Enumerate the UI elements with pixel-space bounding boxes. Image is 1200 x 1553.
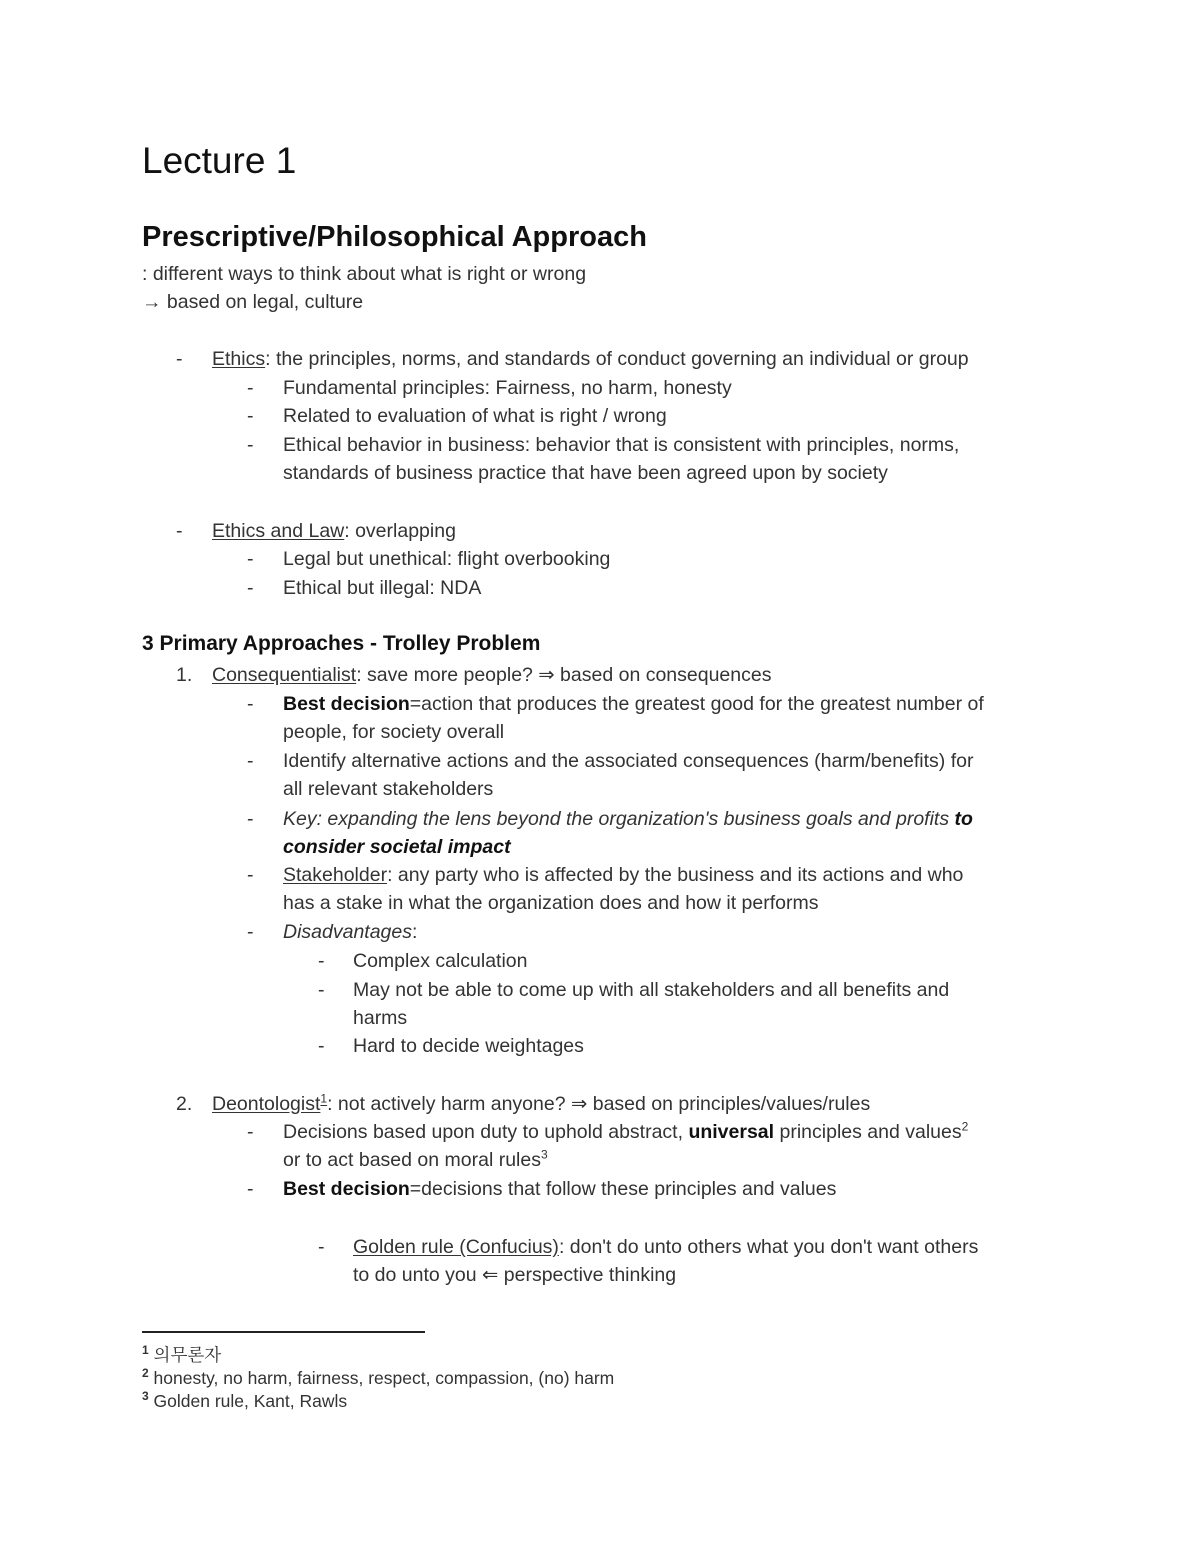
footnote	[142, 1390, 347, 1413]
italic-text: Key: expanding the lens beyond the organization's business goals and profits	[283, 808, 955, 830]
list-item: Related to evaluation of what is right / wrong	[283, 405, 667, 427]
bullet-dash: -	[247, 1178, 254, 1200]
deontologist-item	[212, 1090, 870, 1118]
section-heading-approaches: 3 Primary Approaches - Trolley Problem	[142, 632, 541, 655]
bullet-dash: -	[247, 750, 254, 772]
ethics-law-term: Ethics and Law	[212, 520, 345, 542]
bullet-dash: -	[247, 577, 254, 599]
list-item	[283, 805, 973, 833]
consequentialist-term: Consequentialist	[212, 664, 357, 686]
bullet-dash: -	[247, 434, 254, 456]
footnote	[142, 1367, 614, 1390]
footnote-text: Golden rule, Kant, Rawls	[148, 1391, 348, 1411]
bullet-dash: -	[247, 405, 254, 427]
list-item	[353, 1233, 978, 1261]
golden-rule-term: Golden rule (Confucius)	[353, 1236, 559, 1258]
ethics-bullet	[212, 345, 969, 373]
page-title: Lecture 1	[142, 140, 297, 181]
ethics-law-definition: : overlapping	[344, 520, 456, 542]
ethics-law-bullet	[212, 517, 456, 545]
stakeholder-term: Stakeholder	[283, 864, 388, 886]
list-item-continuation: to do unto you ⇐ perspective thinking	[353, 1264, 677, 1286]
list-item: Hard to decide weightages	[353, 1035, 584, 1057]
deontologist-term: Deontologist	[212, 1093, 321, 1115]
list-item: Ethical behavior in business: behavior that is consistent with principles, norms,	[283, 434, 960, 456]
list-item: Ethical but illegal: NDA	[283, 577, 482, 599]
list-item-text: principles and values	[774, 1121, 962, 1143]
footnote-ref[interactable]: 3	[540, 1147, 548, 1162]
footnote-divider	[142, 1331, 425, 1333]
list-item: Legal but unethical: flight overbooking	[283, 548, 611, 570]
list-number: 2.	[176, 1093, 193, 1115]
list-item	[283, 861, 963, 889]
bullet-dash: -	[247, 1121, 254, 1143]
intro-line: → based on legal, culture	[142, 291, 364, 313]
bullet-dash: -	[247, 548, 254, 570]
bold-italic-text: consider societal impact	[283, 836, 511, 858]
footnote-text: 의무론자	[148, 1345, 222, 1365]
list-item-text: =action that produces the greatest good for the greatest number of	[409, 693, 984, 715]
footnote-number: 1	[142, 1343, 149, 1358]
bullet-dash: -	[318, 1236, 325, 1258]
list-item-continuation	[283, 833, 511, 861]
footnote-number: 3	[142, 1389, 149, 1404]
list-item-text: : don't do unto others what you don't want others	[558, 1236, 979, 1258]
list-item-continuation: people, for society overall	[283, 721, 505, 743]
bullet-dash: -	[318, 979, 325, 1001]
list-item: May not be able to come up with all stakeholders and all benefits and	[353, 979, 950, 1001]
bold-label: Best decision	[283, 1178, 410, 1200]
list-item	[283, 1118, 968, 1146]
bullet-dash: -	[247, 808, 254, 830]
list-item-text: : any party who is affected by the business and its actions and who	[387, 864, 964, 886]
list-item-continuation: has a stake in what the organization does and how it performs	[283, 892, 819, 914]
list-item-text: Decisions based upon duty to uphold abstract,	[283, 1121, 689, 1143]
list-item-continuation: harms	[353, 1007, 408, 1029]
list-item: Complex calculation	[353, 950, 528, 972]
footnote-ref[interactable]: 2	[961, 1119, 969, 1134]
bullet-dash: -	[176, 520, 183, 542]
list-item-continuation	[283, 1146, 548, 1174]
bullet-dash: -	[247, 921, 254, 943]
list-number: 1.	[176, 664, 193, 686]
list-item: Fundamental principles: Fairness, no harm, honesty	[283, 377, 732, 399]
list-item	[283, 918, 417, 946]
bullet-dash: -	[247, 693, 254, 715]
bullet-dash: -	[318, 1035, 325, 1057]
bullet-dash: -	[247, 377, 254, 399]
deontologist-desc: : not actively harm anyone? ⇒ based on principles/values/rules	[327, 1093, 871, 1115]
list-item-text: =decisions that follow these principles and values	[409, 1178, 837, 1200]
footnote-ref[interactable]: 1	[320, 1091, 328, 1106]
footnote-number: 2	[142, 1366, 149, 1381]
consequentialist-item	[212, 661, 771, 689]
bold-label: universal	[688, 1121, 775, 1143]
list-item: Identify alternative actions and the associated consequences (harm/benefits) for	[283, 750, 974, 772]
list-item	[283, 1175, 836, 1203]
list-item	[283, 690, 984, 718]
list-item-text: :	[412, 921, 418, 943]
consequentialist-desc: : save more people? ⇒ based on consequences	[356, 664, 772, 686]
section-heading-prescriptive: Prescriptive/Philosophical Approach	[142, 221, 647, 253]
ethics-term: Ethics	[212, 348, 266, 370]
list-item-continuation: standards of business practice that have been agreed upon by society	[283, 462, 888, 484]
bullet-dash: -	[176, 348, 183, 370]
intro-line: : different ways to think about what is right or wrong	[142, 263, 587, 285]
bold-label: Best decision	[283, 693, 410, 715]
italic-text: Disadvantages	[283, 921, 412, 943]
footnote	[142, 1344, 221, 1367]
bullet-dash: -	[318, 950, 325, 972]
ethics-definition: : the principles, norms, and standards of conduct governing an individual or group	[265, 348, 969, 370]
bullet-dash: -	[247, 864, 254, 886]
list-item-continuation: all relevant stakeholders	[283, 778, 494, 800]
list-item-text: or to act based on moral rules	[283, 1149, 541, 1171]
footnote-text: honesty, no harm, fairness, respect, compassion, (no) harm	[148, 1368, 615, 1388]
bold-italic-text: to	[954, 808, 973, 830]
